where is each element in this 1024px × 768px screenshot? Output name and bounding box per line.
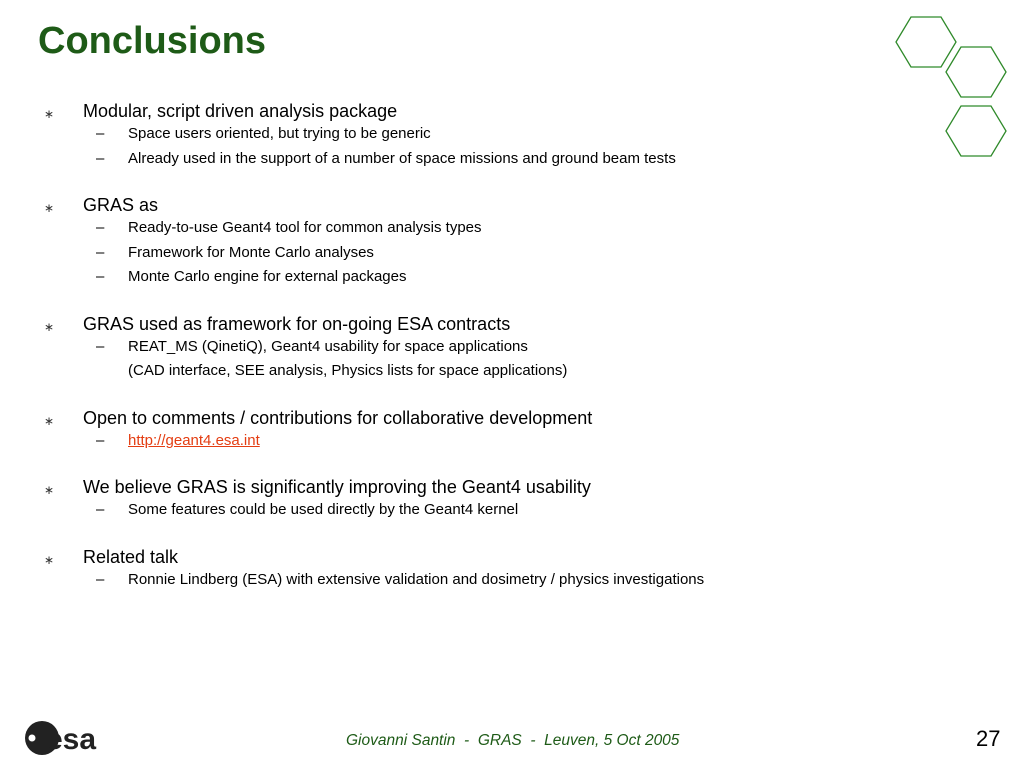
bullet-text: GRAS as	[83, 195, 159, 215]
bullet-item	[44, 407, 944, 454]
bullet-line	[44, 194, 944, 216]
sub-bullet-continuation	[44, 359, 944, 384]
bullet-item	[44, 476, 944, 523]
dash-icon: –	[96, 570, 105, 588]
sub-bullet-text: (CAD interface, SEE analysis, Physics lists for space applications)	[128, 362, 568, 379]
bullet-line	[44, 546, 944, 568]
bullet-icon: ∗	[44, 413, 55, 428]
sub-bullet-text: Some features could be used directly by the Geant4 kernel	[128, 501, 519, 518]
sub-bullet	[44, 122, 944, 147]
dash-icon: –	[96, 149, 105, 167]
bullet-line	[44, 407, 944, 429]
bullet-text: We believe GRAS is significantly improving the Geant4 usability	[83, 477, 591, 497]
sub-bullet-text: Ronnie Lindberg (ESA) with extensive validation and dosimetry / physics investigations	[128, 570, 705, 588]
esa-logo-dot-icon	[29, 735, 36, 742]
hexagon-top-icon	[896, 17, 956, 67]
sub-bullet	[44, 335, 944, 360]
sub-bullet	[44, 216, 944, 241]
sub-bullet-text: Framework for Monte Carlo analyses	[128, 243, 374, 261]
dash-icon: –	[96, 219, 105, 236]
dash-icon: –	[96, 431, 105, 449]
dash-icon: –	[96, 501, 105, 518]
slide-title: Conclusions	[38, 20, 267, 62]
sub-bullet	[44, 498, 944, 523]
sub-bullet-text: Monte Carlo engine for external packages	[128, 268, 407, 285]
bullet-line	[44, 476, 944, 498]
bullet-icon: ∗	[44, 107, 55, 121]
sub-bullet-text: Already used in the support of a number of space missions and ground beam tests	[128, 149, 676, 167]
sub-bullet-text: REAT_MS (QinetiQ), Geant4 usability for space applications	[128, 337, 528, 355]
bullet-icon: ∗	[44, 201, 55, 215]
page-number: 27	[976, 726, 1001, 751]
hexagon-bottom-icon	[946, 106, 1006, 156]
sub-bullet	[44, 265, 944, 290]
esa-logo-text: esa	[46, 723, 97, 756]
dash-icon: –	[96, 125, 105, 142]
bullet-list	[44, 100, 944, 615]
bullet-text: Modular, script driven analysis package	[83, 101, 398, 121]
dash-icon: –	[96, 337, 105, 355]
geant4-link[interactable]: http://geant4.esa.int	[128, 431, 260, 449]
sub-bullet	[44, 147, 944, 172]
bullet-icon: ∗	[44, 319, 55, 334]
bullet-icon: ∗	[44, 483, 55, 497]
bullet-text: Open to comments / contributions for collaborative development	[83, 407, 593, 428]
bullet-text: GRAS used as framework for on-going ESA contracts	[83, 313, 511, 334]
bullet-item	[44, 313, 944, 384]
sub-bullet	[44, 241, 944, 266]
bullet-line	[44, 100, 944, 122]
bullet-item	[44, 100, 944, 171]
sub-bullet	[44, 429, 944, 454]
sub-bullet	[44, 568, 944, 593]
footer-text: Giovanni Santin - GRAS - Leuven, 5 Oct 2005	[346, 732, 680, 749]
hexagon-middle-icon	[946, 47, 1006, 97]
bullet-icon: ∗	[44, 552, 55, 567]
bullet-line	[44, 313, 944, 335]
sub-bullet-text: Ready-to-use Geant4 tool for common analysis types	[128, 219, 482, 236]
bullet-item	[44, 194, 944, 290]
sub-bullet-text: Space users oriented, but trying to be generic	[128, 125, 431, 142]
dash-icon: –	[96, 243, 105, 261]
bullet-text: Related talk	[83, 546, 179, 567]
esa-logo-icon	[24, 718, 124, 758]
dash-icon: –	[96, 268, 105, 285]
bullet-item	[44, 546, 944, 593]
